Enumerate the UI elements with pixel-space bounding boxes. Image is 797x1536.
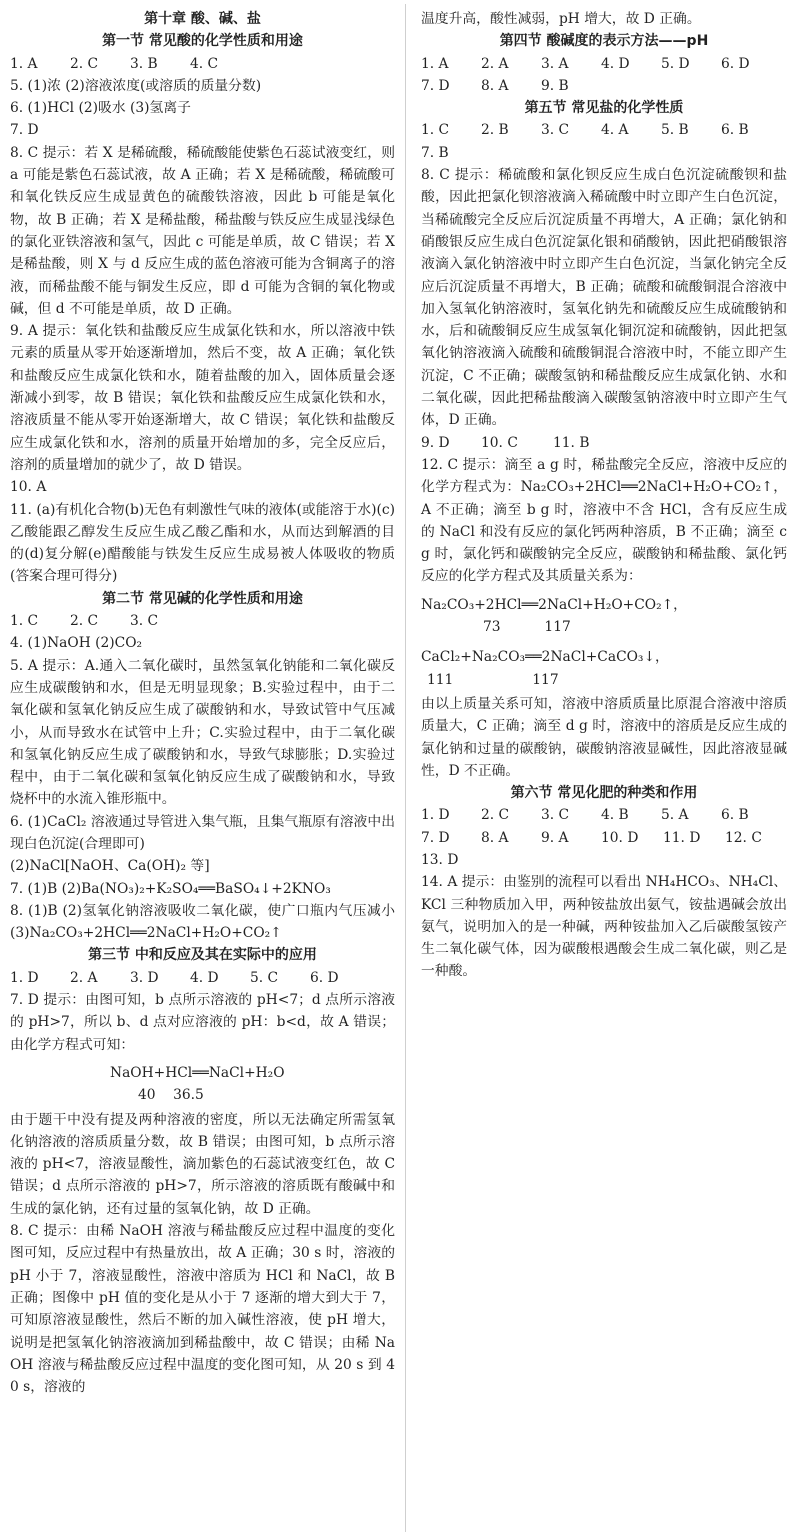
- answer-cell: 4. C: [190, 55, 219, 72]
- answer-cell: 7. D: [421, 829, 450, 846]
- answer-cell: 4. D: [190, 969, 219, 986]
- section-heading: 第四节 酸碱度的表示方法——pH: [499, 33, 709, 50]
- answer-cell: 11. D: [663, 829, 701, 846]
- answer-cell: 2. C: [70, 613, 99, 630]
- answer-cell: 4. B: [601, 807, 629, 824]
- answer-cell: 6. D: [721, 55, 750, 72]
- section-2: [10, 588, 395, 945]
- answer-item: 8. C 提示：由稀 NaOH 溶液与稀盐酸反应过程中温度的变化图可知，反应过程中有热量放出，故 A 正确；30 s 时，溶液的 pH 小于 7，溶液显酸性，溶液中溶质为 HCl 和 NaCl，故 B 正确；图像中 pH 值的变化是从小于 7 逐渐的增大到大于 7，可知原溶液显酸性，然后不断的加入碱性溶液，使 pH 增大，说明是把氢氧化钠溶液滴加到稀盐酸中，故 C 错误；由稀 NaOH 溶液与稀盐酸反应过程中温度的变化图可知，从 20 s 到 40 s，溶液的: [10, 1223, 395, 1396]
- answer-row: [421, 827, 787, 849]
- answer-cell: 5. D: [661, 55, 690, 72]
- answer-cell: 5. C: [250, 969, 279, 986]
- answer-cell: 3. A: [541, 55, 569, 72]
- answer-cell: 6. B: [721, 122, 749, 139]
- chemical-equation: Na₂CO₃+2HCl══2NaCl+H₂O+CO₂↑，: [421, 596, 687, 613]
- section-4: [421, 30, 787, 97]
- answer-item: 13. D: [421, 851, 459, 868]
- answer-cell: 4. A: [601, 122, 629, 139]
- answer-item: 6. (1)CaCl₂ 溶液通过导管进入集气瓶，且集气瓶原有溶液中出现白色沉淀(合理即可): [10, 813, 395, 852]
- answer-cell: 1. A: [10, 55, 38, 72]
- answer-item: 14. A 提示：由鉴别的流程可以看出 NH₄HCO₃、NH₄Cl、KCl 三种物质加入甲，两种铵盐放出氨气，铵盐遇碱会放出氨气，说明加入的是一种碱，两种铵盐加入乙后碳酸氢铵产生二氧化碳气体，因为碳酸根遇酸会生成二氧化碳，则乙是一种酸。: [421, 874, 787, 980]
- answer-cell: 4. D: [601, 55, 630, 72]
- answer-item: 7. D: [10, 122, 39, 139]
- answer-cell: 9. A: [541, 829, 569, 846]
- section-heading: 第六节 常见化肥的种类和作用: [510, 785, 698, 802]
- answer-item: 10. A: [10, 479, 47, 496]
- equation-mass-values: 73 117: [483, 619, 571, 636]
- answer-row: [421, 53, 787, 75]
- section-heading: 第二节 常见碱的化学性质和用途: [102, 590, 303, 607]
- answer-item: 8. C 提示：稀硫酸和氯化钡反应生成白色沉淀硫酸钡和盐酸，因此把氯化钡溶液滴入稀硫酸中时立即产生白色沉淀，当稀硫酸完全反应后沉淀质量不再增大，A 正确；氯化钠和硝酸银反应生成白色沉淀氯化银和硝酸钠，因此把硝酸银溶液滴入氯化钠溶液中时立即产生白色沉淀，当氯化钠完全反应后沉淀质量不再增大，B 正确；硫酸和硫酸铜混合溶液中加入氢氧化钠溶液时，氢氧化钠先和硫酸反应生成硫酸钠和水，后和硫酸铜反应生成氢氧化铜沉淀和硫酸钠，因此把氢氧化钠溶液滴入硫酸和硫酸铜混合溶液中时，不能立即产生沉淀，C 不正确；碳酸氢钠和稀盐酸反应生成氯化钠、水和二氧化碳，因此把稀盐酸滴入碳酸氢钠溶液中时立即产生气体，D 正确。: [421, 167, 787, 429]
- answer-cell: 8. A: [481, 829, 509, 846]
- answer-cell: 1. D: [421, 807, 450, 824]
- equation-mass-values: 40 36.5: [138, 1087, 204, 1104]
- answer-cell: 2. C: [481, 807, 510, 824]
- answer-cell: 9. B: [541, 77, 569, 94]
- section-1: [10, 30, 395, 587]
- section-heading: 第三节 中和反应及其在实际中的应用: [88, 947, 317, 964]
- section-heading: 第一节 常见酸的化学性质和用途: [102, 33, 303, 50]
- answer-cell: 10. C: [481, 434, 518, 451]
- answer-row: [10, 610, 395, 632]
- answer-row: [421, 75, 787, 97]
- answer-cell: 3. D: [130, 969, 159, 986]
- answer-row: [10, 53, 395, 75]
- answer-cell: 2. C: [70, 55, 99, 72]
- answer-cell: 1. D: [10, 969, 39, 986]
- answer-cell: 2. A: [70, 969, 98, 986]
- answer-cell: 1. C: [421, 122, 450, 139]
- equation-block: [421, 640, 787, 693]
- column-divider: [405, 4, 406, 1532]
- answer-item: 4. (1)NaOH (2)CO₂: [10, 635, 143, 652]
- answer-cell: 1. A: [421, 55, 449, 72]
- answer-cell: 3. C: [130, 613, 159, 630]
- answer-row: [421, 119, 787, 141]
- answer-cell: 10. D: [601, 829, 639, 846]
- answer-item: 7. D 提示：由图可知，b 点所示溶液的 pH<7；d 点所示溶液的 pH>7，所以 b、d 点对应溶液的 pH：b<d，故 A 错误；由化学方程式可知：: [10, 992, 395, 1053]
- section-5: [421, 97, 787, 782]
- answer-item: 5. A 提示：A.通入二氧化碳时，虽然氢氧化钠能和二氧化碳反应生成碳酸钠和水，但是无明显现象；B.实验过程中，由于二氧化碳和氢氧化钠反应生成了碳酸钠和水，导致试管中气压减小，从而导致水在试管中上升；C.实验过程中，由于二氧化碳和氢氧化钠反应生成了碳酸钠和水，导致气球膨胀；D.实验过程中，由于二氧化碳和氢氧化钠反应生成了碳酸钠和水，导致烧杯中的水流入锥形瓶中。: [10, 657, 395, 808]
- answer-cell: 3. B: [130, 55, 158, 72]
- chemical-equation: CaCl₂+Na₂CO₃══2NaCl+CaCO₃↓，: [421, 649, 669, 666]
- right-column: [421, 8, 787, 983]
- continued-text: 温度升高，酸性减弱，pH 增大，故 D 正确。: [421, 11, 701, 27]
- answer-cell: 3. C: [541, 807, 570, 824]
- chapter-title: 第十章 酸、碱、盐: [144, 11, 261, 27]
- answer-cell: 8. A: [481, 77, 509, 94]
- answer-item: (2)NaCl[NaOH、Ca(OH)₂ 等]: [10, 858, 210, 875]
- answer-item: 由于题干中没有提及两种溶液的密度，所以无法确定所需氢氧化钠溶液的溶质质量分数，故 B 错误；由图可知，b 点所示溶液的 pH<7，溶液显酸性，滴加紫色的石蕊试液变红色，故 C 错误；d 点所示溶液的 pH>7，所示溶液的溶质既有酸碱中和生成的氯化钠，还有过量的氢氧化钠，故 D 正确。: [10, 1111, 395, 1217]
- section-6: [421, 782, 787, 983]
- answer-item: 8. (1)B (2)氢氧化钠溶液吸收二氧化碳，使广口瓶内气压减小 (3)Na₂CO₃+2HCl══2NaCl+H₂O+CO₂↑: [10, 902, 395, 942]
- answer-cell: 3. C: [541, 122, 570, 139]
- chemical-equation: NaOH+HCl══NaCl+H₂O: [110, 1064, 285, 1081]
- section-3: [10, 944, 395, 1398]
- left-column: [10, 8, 395, 1398]
- answer-cell: 5. B: [661, 122, 689, 139]
- answer-cell: 11. B: [553, 434, 590, 451]
- answer-item: 12. C 提示：滴至 a g 时，稀盐酸完全反应，溶液中反应的化学方程式为：Na₂CO₃+2HCl══2NaCl+H₂O+CO₂↑，A 不正确；滴至 b g 时，溶液中不含 HCl，含有反应生成的 NaCl 和没有反应的氯化钙两种溶质，B 不正确；滴至 c g 时，氯化钙和碳酸钠完全反应，碳酸钠和稀盐酸、氯化钙反应的化学方程式及其质量关系为：: [421, 456, 787, 585]
- answer-cell: 6. B: [721, 807, 749, 824]
- answer-row: [421, 804, 787, 826]
- answer-item: 11. (a)有机化合物(b)无色有刺激性气味的液体(或能溶于水)(c)乙酸能跟乙醇发生反应生成乙酸乙酯和水，从而达到解酒的目的(d)复分解(e)醋酸能与铁发生反应生成易被人体吸收的物质(答案合理可得分): [10, 501, 395, 585]
- answer-row: [10, 967, 395, 989]
- answer-item: 5. (1)浓 (2)溶液浓度(或溶质的质量分数): [10, 77, 262, 94]
- answer-item: 7. B: [421, 144, 449, 161]
- answer-cell: 5. A: [661, 807, 689, 824]
- answer-item: 9. A 提示：氧化铁和盐酸反应生成氯化铁和水，所以溶液中铁元素的质量从零开始逐渐增加，然后不变，故 A 正确；氧化铁和盐酸反应生成氯化铁和水，随着盐酸的加入，固体质量会逐渐减小到零，故 B 错误；氧化铁和盐酸反应生成氯化铁和水，溶液质量不能从零开始逐渐增大，故 C 错误；氧化铁和盐酸反应生成氯化铁和水，溶剂的质量开始增加的多，完全反应后，溶剂的质量增加的就少了，故 D 错误。: [10, 323, 395, 473]
- answer-item: 8. C 提示：若 X 是稀硫酸，稀硫酸能使紫色石蕊试液变红，则 a 可能是紫色石蕊试液，故 A 正确；若 X 是稀硫酸，稀硫酸可和氧化铁反应生成显黄色的硫酸铁溶液，因此 b 可能是氧化物，故 B 正确；若 X 是稀盐酸，稀盐酸与铁反应生成显浅绿色的氯化亚铁溶液和氢气，因此 c 可能是单质，故 C 错误；若 X 是稀盐酸，则 X 与 d 反应生成的蓝色溶液可能为含铜离子的溶液，而稀盐酸不能与铜发生反应，即 d 可能为含铜的氧化物或碱，但 d 不可能是单质，故 D 正确。: [10, 144, 395, 317]
- answer-cell: 1. C: [10, 613, 39, 630]
- section-heading: 第五节 常见盐的化学性质: [524, 100, 684, 117]
- answer-cell: 9. D: [421, 434, 450, 451]
- answer-item: 6. (1)HCl (2)吸水 (3)氢离子: [10, 100, 191, 117]
- equation-block: [421, 588, 787, 641]
- answer-row: [421, 432, 787, 454]
- answer-item: 7. (1)B (2)Ba(NO₃)₂+K₂SO₄══BaSO₄↓+2KNO₃: [10, 880, 331, 897]
- answer-cell: 2. A: [481, 55, 509, 72]
- answer-cell: 7. D: [421, 77, 450, 94]
- answer-cell: 2. B: [481, 122, 509, 139]
- answer-cell: 12. C: [725, 829, 762, 846]
- equation-block: [10, 1056, 395, 1109]
- equation-mass-values: 111 117: [427, 671, 559, 688]
- answer-cell: 6. D: [310, 969, 339, 986]
- answer-item: 由以上质量关系可知，溶液中溶质质量比原混合溶液中溶质质量大，C 正确；滴至 d g 时，溶液中的溶质是反应生成的氯化钠和过量的碳酸钠，碳酸钠溶液显碱性，因此溶液显碱性，D 不正确。: [421, 695, 787, 779]
